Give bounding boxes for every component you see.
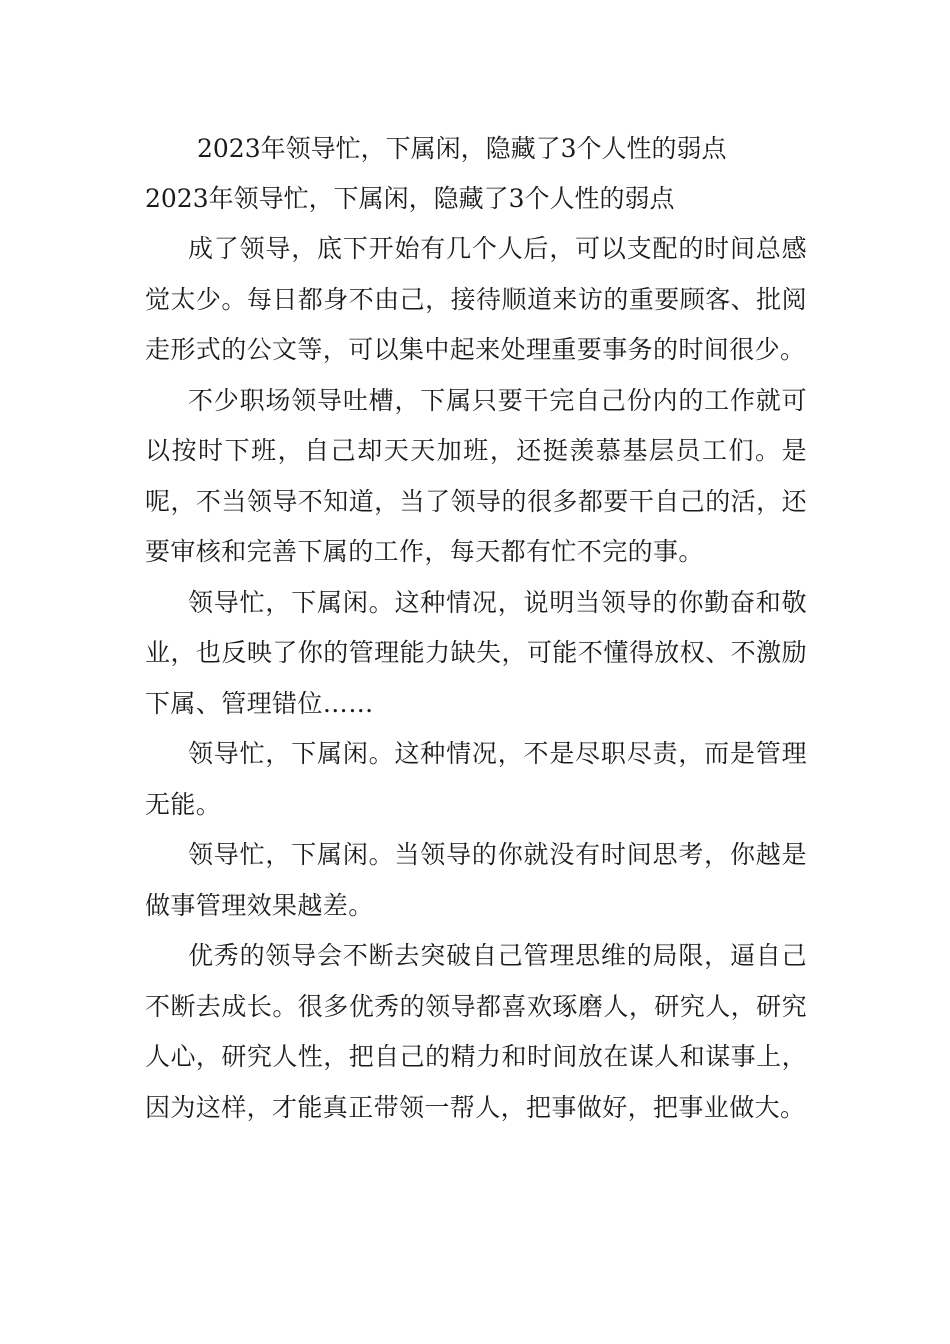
paragraph-2: 不少职场领导吐槽，下属只要干完自己份内的工作就可以按时下班，自己却天天加班，还挺羡慕基层员工们。是呢，不当领导不知道，当了领导的很多都要干自己的活，还要审核和完善下属的工作，每天都有忙不完的事。 (145, 385, 807, 566)
paragraph-5: 领导忙，下属闲。当领导的你就没有时间思考，你越是做事管理效果越差。 (145, 840, 807, 920)
document-title: 2023年领导忙，下属闲，隐藏了3个人性的弱点 (197, 134, 727, 163)
document-page (145, 124, 807, 1133)
paragraph-3: 领导忙，下属闲。这种情况，说明当领导的你勤奋和敬业，也反映了你的管理能力缺失，可能不懂得放权、不激励下属、管理错位…… (145, 587, 807, 718)
paragraph-4: 领导忙，下属闲。这种情况，不是尽职尽责，而是管理无能。 (145, 739, 807, 819)
paragraph-6: 优秀的领导会不断去突破自己管理思维的局限，逼自己不断去成长。很多优秀的领导都喜欢琢磨人，研究人，研究人心，研究人性，把自己的精力和时间放在谋人和谋事上，因为这样，才能真正带领一帮人，把事做好，把事业做大。 (145, 941, 807, 1122)
document-subtitle: 2023年领导忙，下属闲，隐藏了3个人性的弱点 (145, 184, 675, 213)
paragraph-1: 成了领导，底下开始有几个人后，可以支配的时间总感觉太少。每日都身不由己，接待顺道来访的重要顾客、批阅走形式的公文等，可以集中起来处理重要事务的时间很少。 (145, 234, 807, 364)
